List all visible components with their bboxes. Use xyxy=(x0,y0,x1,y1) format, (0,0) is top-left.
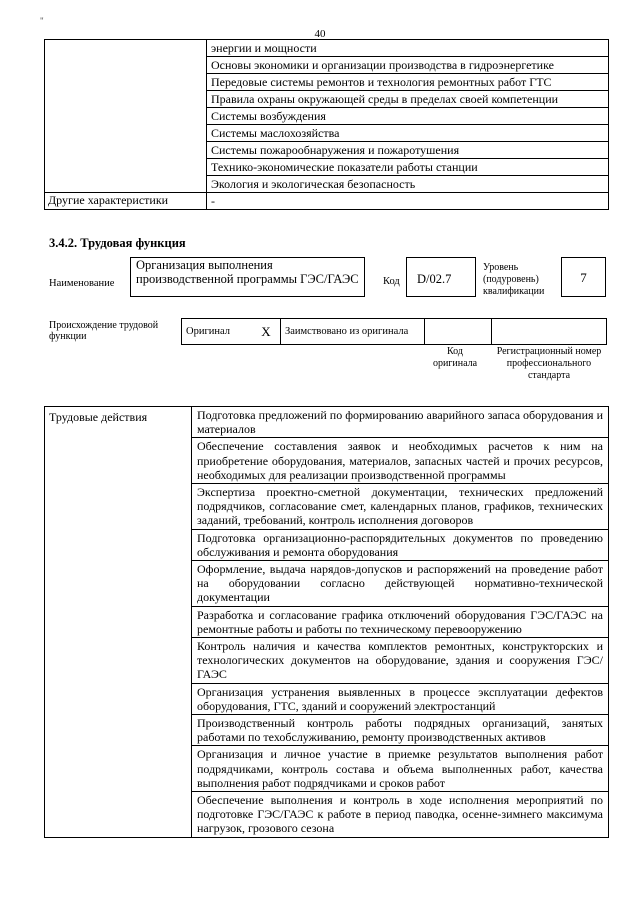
labor-actions-table xyxy=(44,406,609,838)
labor-action-item: Оформление, выдача нарядов-допусков и распоряжений на проведение работ на оборудовании согласно действующей нормативно-технической документации xyxy=(192,561,609,607)
knowledge-table xyxy=(44,39,609,210)
original-mark: X xyxy=(252,319,281,345)
caption-original-code: Код оригинала xyxy=(432,346,478,369)
labor-action-item: Организация и личное участие в приемке результатов выполнения работ подрядчиками, контроль состава и объема выполненных работ, качества выполнения работ подрядчиками и сроков работ xyxy=(192,746,609,792)
knowledge-item: Основы экономики и организации производства в гидроэнергетике xyxy=(207,57,609,74)
section-heading: 3.4.2. Трудовая функция xyxy=(49,236,186,250)
labor-action-row xyxy=(45,407,609,438)
knowledge-item: Системы пожарообнаружения и пожаротушения xyxy=(207,142,609,159)
knowledge-item: энергии и мощности xyxy=(207,40,609,57)
other-characteristics-value: - xyxy=(207,193,609,210)
knowledge-item: Экология и экологическая безопасность xyxy=(207,176,609,193)
corner-mark: " xyxy=(40,16,44,26)
borrowed-label: Заимствовано из оригинала xyxy=(281,319,425,345)
labor-action-item: Обеспечение составления заявок и необходимых расчетов к ним на приобретение оборудования, материалов, запасных частей и прочих ресурсов, необходимых для реализации производственной программы xyxy=(192,438,609,484)
labor-action-item: Экспертиза проектно-сметной документации, технических предложений подрядчиков, согласование смет, календарных планов, графиков, технических заданий, требований, контроль исполнения договоров xyxy=(192,484,609,530)
origin-table xyxy=(181,318,607,345)
knowledge-item: Системы возбуждения xyxy=(207,108,609,125)
knowledge-item: Системы маслохозяйства xyxy=(207,125,609,142)
labor-action-item: Подготовка предложений по формированию аварийного запаса оборудования и материалов xyxy=(192,407,609,438)
labor-action-item: Подготовка организационно-распорядительных документов по проведению обслуживания и ремонта оборудования xyxy=(192,529,609,560)
other-characteristics-label: Другие характеристики xyxy=(45,193,207,210)
name-label: Наименование xyxy=(49,278,115,289)
caption-registration-number: Регистрационный номер профессионального стандарта xyxy=(496,346,602,381)
code-label: Код xyxy=(383,276,400,287)
labor-actions-label: Трудовые действия xyxy=(45,407,192,838)
level-label: Уровень (подуровень) квалификации xyxy=(483,262,545,297)
registration-number-cell xyxy=(492,319,607,345)
labor-action-item: Обеспечение выполнения и контроль в ходе исполнения мероприятий по подготовке ГЭС/ГАЭС к работе в период паводка, осенне-зимнего максимума нагрузок, грозового сезона xyxy=(192,792,609,838)
original-code-cell xyxy=(425,319,492,345)
level-value: 7 xyxy=(561,257,606,297)
labor-action-item: Производственный контроль работы подрядных организаций, занятых работами по техобслуживанию, ремонту производственных активов xyxy=(192,715,609,746)
other-characteristics-row xyxy=(45,193,609,210)
knowledge-item: Передовые системы ремонтов и технология ремонтных работ ГТС xyxy=(207,74,609,91)
origin-label: Происхождение трудовой функции xyxy=(49,320,159,342)
knowledge-item: Технико-экономические показатели работы станции xyxy=(207,159,609,176)
code-value: D/02.7 xyxy=(406,257,476,297)
knowledge-row xyxy=(45,40,609,57)
knowledge-item: Правила охраны окружающей среды в пределах своей компетенции xyxy=(207,91,609,108)
page-number: 40 xyxy=(314,28,326,40)
knowledge-label-cell xyxy=(45,40,207,193)
original-label: Оригинал xyxy=(182,319,253,345)
labor-action-item: Контроль наличия и качества комплектов ремонтных, конструкторских и технологических документов на оборудование, здания и сооружения ГЭС/ГАЭС xyxy=(192,638,609,684)
labor-action-item: Разработка и согласование графика отключений оборудования ГЭС/ГАЭС на ремонтные работы и работы по техническому перевооружению xyxy=(192,606,609,637)
labor-action-item: Организация устранения выявленных в процессе эксплуатации дефектов оборудования, ГТС, зданий и сооружений электростанций xyxy=(192,683,609,714)
function-name-box: Организация выполнения производственной программы ГЭС/ГАЭС xyxy=(130,257,365,297)
